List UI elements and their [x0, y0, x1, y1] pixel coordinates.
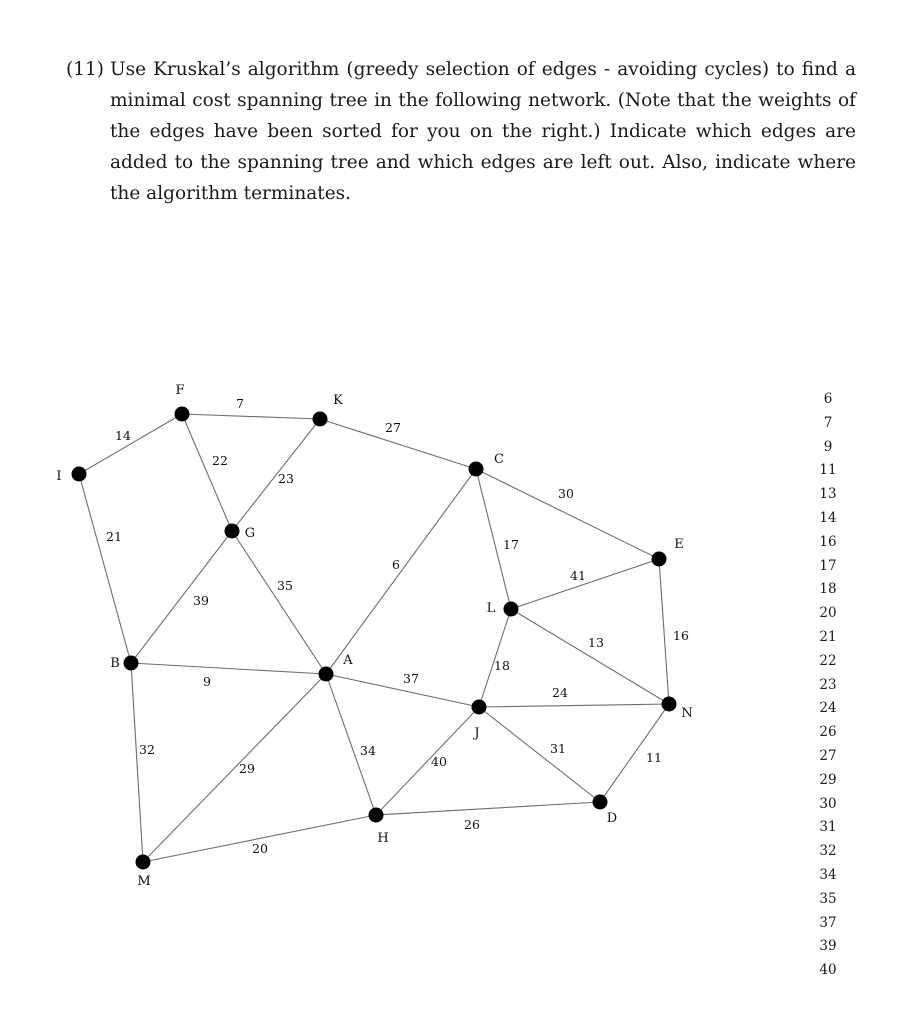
edge-b-a	[131, 663, 326, 674]
edge-weight-g-b: 39	[193, 593, 209, 608]
vertex-m	[136, 855, 151, 870]
sorted-weight-item: 31	[819, 819, 837, 836]
edge-h-j	[376, 707, 479, 815]
vertex-label-a: A	[343, 653, 353, 668]
edge-weight-a-m: 29	[239, 761, 255, 776]
edge-f-g	[182, 414, 232, 531]
sorted-weights-list	[808, 388, 848, 983]
edge-l-e	[511, 559, 659, 609]
vertex-k	[313, 412, 328, 427]
edge-j-d	[479, 707, 600, 802]
sorted-weight-item: 35	[819, 890, 837, 907]
sorted-weight-item: 26	[819, 724, 837, 741]
edge-weight-l-n: 13	[588, 635, 604, 650]
edge-b-m	[131, 663, 143, 862]
edge-weight-g-a: 35	[277, 578, 293, 593]
sorted-weight-item: 30	[819, 795, 837, 812]
edge-weight-n-d: 11	[646, 750, 662, 765]
edge-j-n	[479, 704, 669, 707]
edge-weight-i-f: 14	[115, 428, 131, 443]
edge-weight-l-j: 18	[494, 658, 510, 673]
sorted-weight-item: 34	[819, 866, 837, 883]
vertex-i	[72, 467, 87, 482]
edge-weight-f-k: 7	[236, 396, 244, 411]
sorted-weight-item: 37	[819, 914, 837, 931]
sorted-weight-item: 22	[819, 652, 837, 669]
edge-weight-j-d: 31	[550, 741, 566, 756]
edge-h-d	[376, 802, 600, 815]
edge-weight-c-l: 17	[503, 537, 519, 552]
sorted-weight-item: 32	[819, 843, 837, 860]
vertex-label-l: L	[486, 601, 496, 616]
sorted-weight-item: 21	[819, 628, 837, 645]
edges-layer	[79, 396, 689, 862]
edge-weight-c-a: 6	[392, 557, 400, 572]
edge-g-a	[232, 531, 326, 674]
vertex-c	[469, 462, 484, 477]
vertex-j	[472, 700, 487, 715]
edge-weight-k-c: 27	[385, 420, 401, 435]
vertex-f	[175, 407, 190, 422]
sorted-weight-item: 13	[819, 486, 837, 503]
edge-weight-m-h: 20	[252, 841, 268, 856]
sorted-weight-item: 39	[819, 938, 837, 955]
vertex-n	[662, 697, 677, 712]
edge-c-a	[326, 469, 476, 674]
edge-e-n	[659, 559, 669, 704]
vertex-l	[504, 602, 519, 617]
vertex-b	[124, 656, 139, 671]
edge-weight-i-b: 21	[106, 529, 122, 544]
sorted-weight-item: 7	[823, 414, 833, 431]
sorted-weight-item: 6	[823, 391, 833, 407]
edge-weight-b-m: 32	[139, 742, 155, 757]
edge-i-b	[79, 474, 131, 663]
problem-text: Use Kruskal’s algorithm (greedy selection of edges - avoiding cycles) to find a minimal cost spanning tree in the following network. (Note that the weights of the edges have been sorted for you on the right.) Indicate which edges are added to the spanning tree and which edges are left out. Also, indicate where the algorithm terminates.	[110, 59, 856, 204]
edge-weight-h-j: 40	[431, 754, 447, 769]
edge-weight-j-n: 24	[552, 685, 568, 700]
vertex-e	[652, 552, 667, 567]
edge-weight-l-e: 41	[570, 568, 586, 583]
sorted-weight-item: 29	[819, 771, 837, 788]
edge-l-n	[511, 609, 669, 704]
sorted-weight-item: 24	[819, 700, 837, 717]
vertex-label-m: M	[137, 874, 151, 889]
sorted-weight-item: 17	[819, 557, 837, 574]
sorted-weight-item: 18	[819, 581, 837, 598]
vertex-label-b: B	[110, 656, 120, 671]
vertex-label-c: C	[494, 452, 504, 467]
vertex-d	[593, 795, 608, 810]
vertex-label-k: K	[333, 393, 343, 408]
edge-weight-a-h: 34	[360, 743, 376, 758]
sorted-weight-item: 40	[819, 962, 837, 979]
vertex-g	[225, 524, 240, 539]
vertex-label-i: I	[56, 469, 62, 484]
edge-f-k	[182, 414, 320, 419]
vertex-label-h: H	[377, 831, 389, 846]
edge-weight-c-e: 30	[558, 486, 574, 501]
vertex-h	[369, 808, 384, 823]
sorted-weight-item: 20	[819, 605, 837, 622]
sorted-weight-item: 27	[819, 747, 837, 764]
edge-weight-b-a: 9	[203, 674, 211, 689]
sorted-weight-item: 23	[819, 676, 837, 693]
vertex-label-f: F	[175, 383, 185, 398]
vertex-label-j: J	[474, 726, 480, 741]
edge-weight-a-j: 37	[403, 671, 419, 686]
sorted-weight-item: 14	[819, 509, 837, 526]
edge-a-m	[143, 674, 326, 862]
edge-weight-k-g: 23	[278, 471, 294, 486]
edge-weight-f-g: 22	[212, 453, 228, 468]
sorted-weight-item: 9	[823, 438, 833, 455]
edge-weight-e-n: 16	[673, 628, 689, 643]
edge-g-b	[131, 531, 232, 663]
edge-weight-h-d: 26	[464, 817, 480, 832]
sorted-weight-item: 16	[819, 533, 837, 550]
vertex-label-e: E	[674, 537, 684, 552]
vertex-a	[319, 667, 334, 682]
edge-i-f	[79, 414, 182, 474]
vertex-label-n: N	[681, 706, 693, 721]
vertex-label-d: D	[606, 811, 618, 826]
problem-number: (11)	[66, 59, 104, 80]
sorted-weight-item: 11	[819, 462, 837, 479]
vertex-label-g: G	[244, 526, 256, 541]
edge-k-g	[232, 419, 320, 531]
